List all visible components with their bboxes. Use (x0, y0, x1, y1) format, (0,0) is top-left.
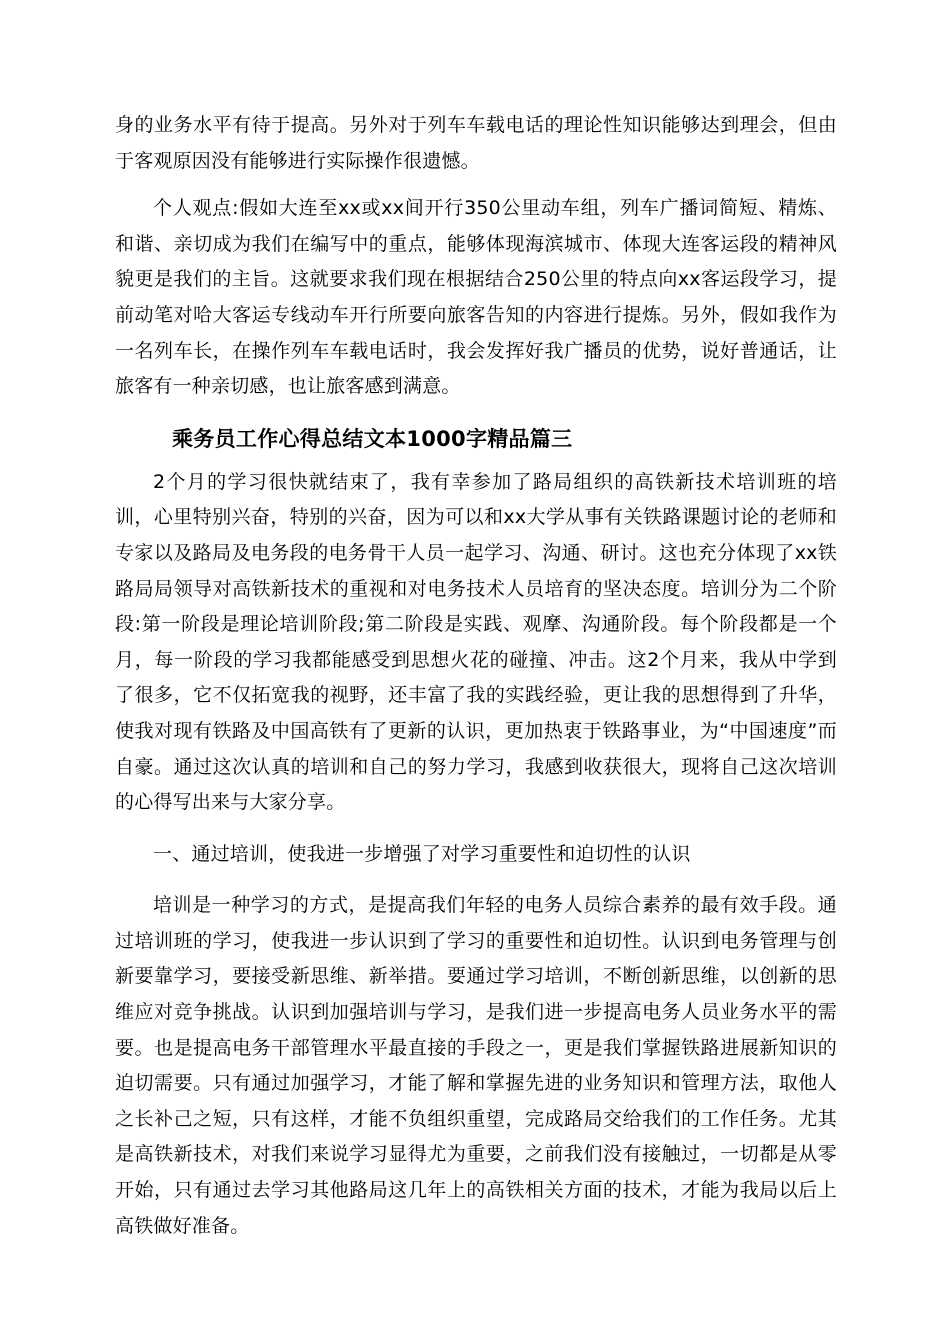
paragraph-continuation: 身的业务水平有待于提高。另外对于列车车载电话的理论性知识能够达到理会，但由于客观原因没有能够进行实际操作很遗憾。 (115, 114, 837, 172)
paragraph-training: 培训是一种学习的方式，是提高我们年轻的电务人员综合素养的最有效手段。通过培训班的学习，使我进一步认识到了学习的重要性和迫切性。认识到电务管理与创新要靠学习，要接受新思维、新举措。要通过学习培训，不断创新思维，以创新的思维应对竞争挑战。认识到加强培训与学习，是我们进一步提高电务人员业务水平的需要。也是提高电务干部管理水平最直接的手段之一，更是我们掌握铁路进展新知识的迫切需要。只有通过加强学习，才能了解和掌握先进的业务知识和管理方法，取他人之长补己之短，只有这样，才能不负组织重望，完成路局交给我们的工作任务。尤其是高铁新技术，对我们来说学习显得尤为重要，之前我们没有接触过，一切都是从零开始，只有通过去学习其他路局这几年上的高铁相关方面的技术，才能为我局以后上高铁做好准备。 (115, 894, 837, 1237)
paragraph-introduction: 2个月的学习很快就结束了，我有幸参加了路局组织的高铁新技术培训班的培训，心里特别兴奋，特别的兴奋，因为可以和xx大学从事有关铁路课题讨论的老师和专家以及路局及电务段的电务骨干人员一起学习、沟通、研讨。这也充分体现了xx铁路局局领导对高铁新技术的重视和对电务技术人员培育的坚决态度。培训分为二个阶段:第一阶段是理论培训阶段;第二阶段是实践、观摩、沟通阶段。每个阶段都是一个月，每一阶段的学习我都能感受到思想火花的碰撞、冲击。这2个月来，我从中学到了很多，它不仅拓宽我的视野，还丰富了我的实践经验，更让我的思想得到了升华，使我对现有铁路及中国高铁有了更新的认识，更加热衷于铁路事业，为“中国速度”而自豪。通过这次认真的培训和自己的努力学习，我感到收获很大，现将自己这次培训的心得写出来与大家分享。 (115, 470, 837, 814)
document-page (115, 108, 837, 1244)
section-one-title: 一、通过培训，使我进一步增强了对学习重要性和迫切性的认识 (153, 842, 691, 865)
section-heading: 乘务员工作心得总结文本1000字精品篇三 (172, 426, 573, 451)
paragraph-personal-opinion: 个人观点:假如大连至xx或xx间开行350公里动车组，列车广播词简短、精炼、和谐、亲切成为我们在编写中的重点，能够体现海滨城市、体现大连客运段的精神风貌更是我们的主旨。这就要求我们现在根据结合250公里的特点向xx客运段学习，提前动笔对哈大客运专线动车开行所要向旅客告知的内容进行提炼。另外，假如我作为一名列车长，在操作列车车载电话时，我会发挥好我广播员的优势，说好普通话，让旅客有一种亲切感，也让旅客感到满意。 (115, 197, 837, 398)
